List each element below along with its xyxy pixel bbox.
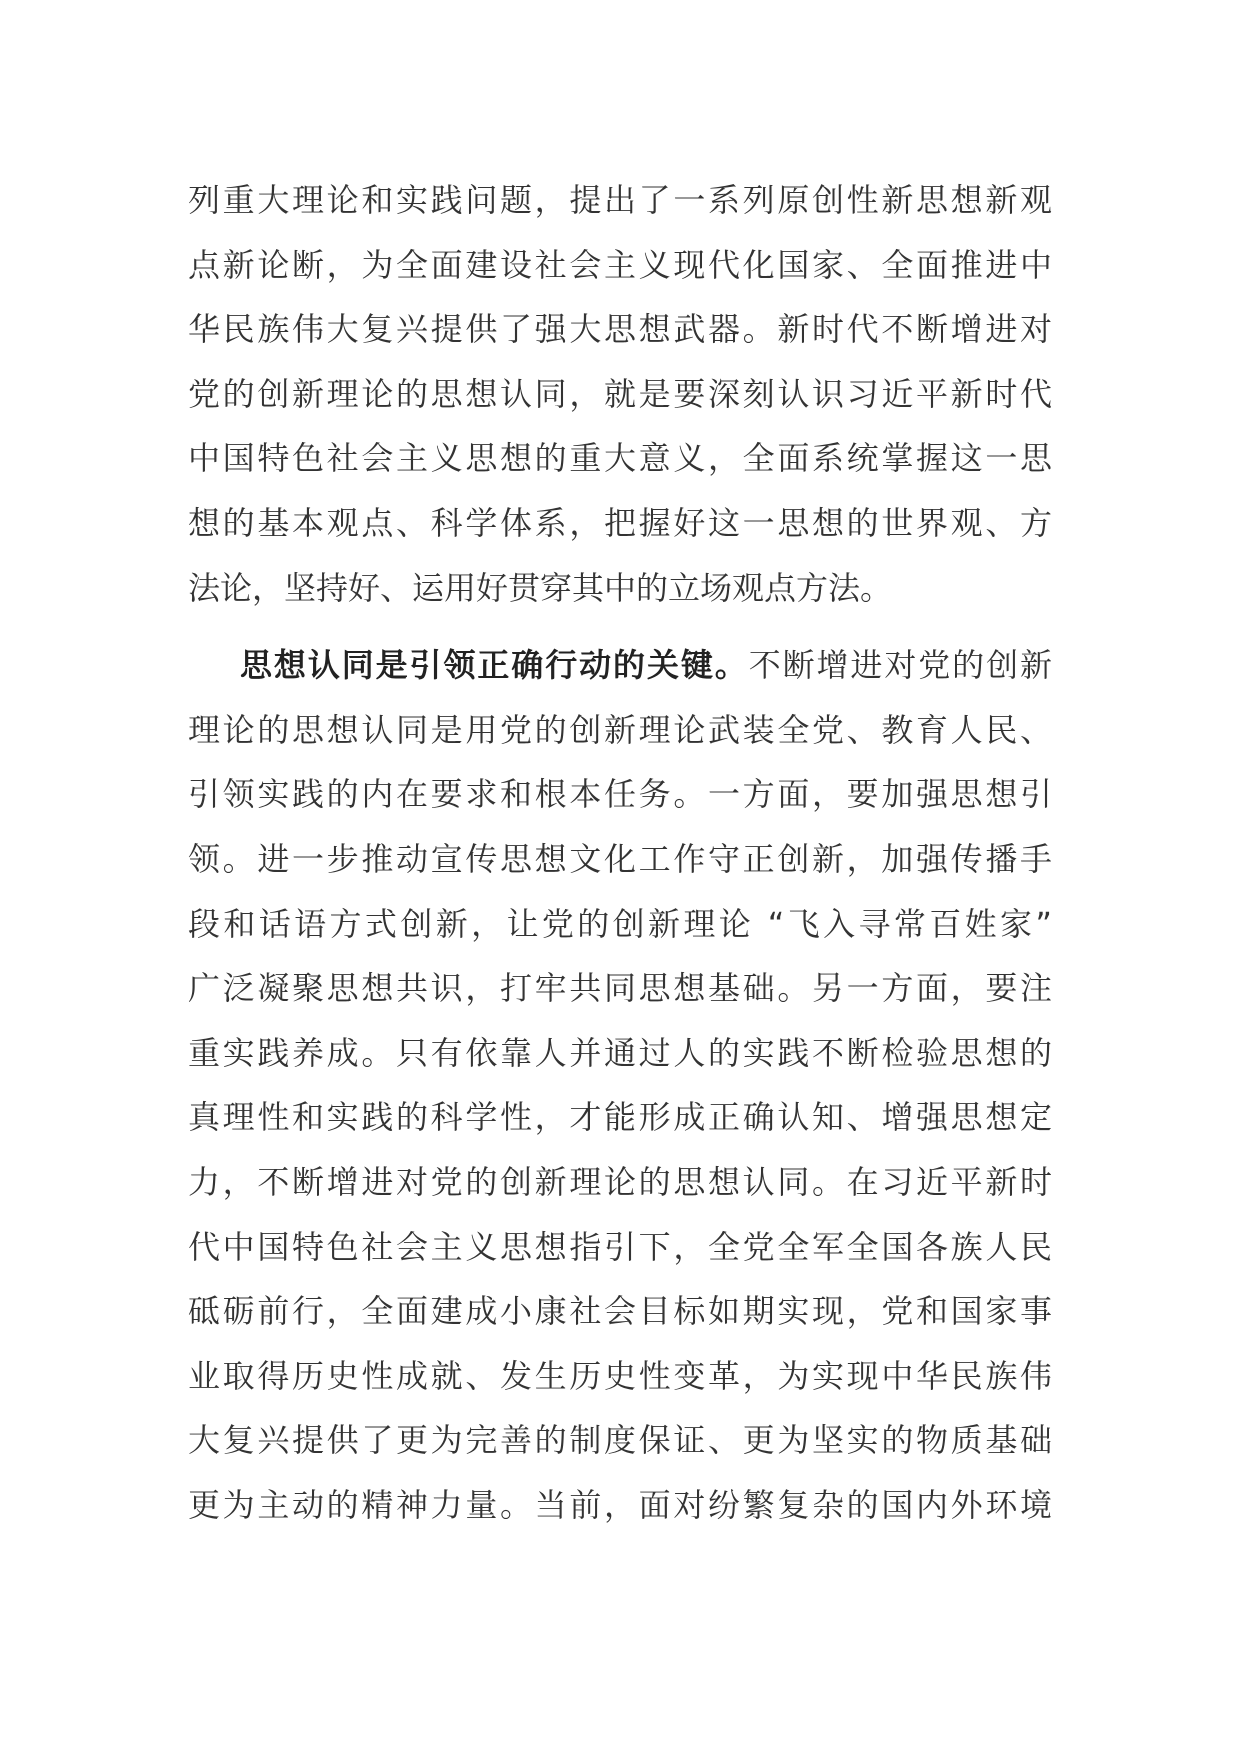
paragraph-1: [188, 168, 1052, 620]
paragraph-line: 点新论断，为全面建设社会主义现代化国家、全面推进中: [188, 245, 1052, 284]
document-body: [188, 168, 1052, 1537]
paragraph-line: 广泛凝聚思想共识，打牢共同思想基础。另一方面，要注: [188, 969, 1052, 1008]
paragraph-line: 党的创新理论的思想认同，就是要深刻认识习近平新时代: [188, 374, 1052, 413]
paragraph-line: 真理性和实践的科学性，才能形成正确认知、增强思想定: [188, 1098, 1052, 1137]
paragraph-line: 想的基本观点、科学体系，把握好这一思想的世界观、方: [188, 503, 1052, 542]
paragraph-line: 华民族伟大复兴提供了强大思想武器。新时代不断增进对: [188, 310, 1052, 349]
paragraph-line: 大复兴提供了更为完善的制度保证、更为坚实的物质基础: [188, 1421, 1052, 1460]
paragraph-line: 砥砺前行，全面建成小康社会目标如期实现，党和国家事: [188, 1292, 1052, 1331]
paragraph-line: 引领实践的内在要求和根本任务。一方面，要加强思想引: [188, 775, 1052, 814]
paragraph-line: 中国特色社会主义思想的重大意义，全面系统掌握这一思: [188, 439, 1052, 478]
paragraph-spacing: [188, 620, 1052, 633]
paragraph-2: [188, 633, 1052, 1537]
paragraph-line: 领。进一步推动宣传思想文化工作守正创新，加强传播手: [188, 839, 1052, 878]
paragraph-line: 重实践养成。只有依靠人并通过人的实践不断检验思想的: [188, 1033, 1052, 1072]
paragraph-line: 段和话语方式创新，让党的创新理论 “飞入寻常百姓家”: [188, 904, 1052, 943]
paragraph-line: 列重大理论和实践问题，提出了一系列原创性新思想新观: [188, 181, 1052, 219]
paragraph-text: 不断增进对党的创新: [748, 646, 1052, 685]
paragraph-line: 业取得历史性成就、发生历史性变革，为实现中华民族伟: [188, 1356, 1052, 1395]
paragraph-line: 力，不断增进对党的创新理论的思想认同。在习近平新时: [188, 1162, 1052, 1201]
paragraph-line: 理论的思想认同是用党的创新理论武装全党、教育人民、: [188, 710, 1052, 749]
section-heading: 思想认同是引领正确行动的关键。: [240, 646, 749, 685]
paragraph-first-line: [188, 633, 1052, 698]
paragraph-line: 代中国特色社会主义思想指引下，全党全军全国各族人民: [188, 1227, 1052, 1266]
paragraph-line: 更为主动的精神力量。当前，面对纷繁复杂的国内外环境: [188, 1485, 1052, 1524]
paragraph-line: 法论，坚持好、运用好贯穿其中的立场观点方法。: [188, 568, 893, 607]
